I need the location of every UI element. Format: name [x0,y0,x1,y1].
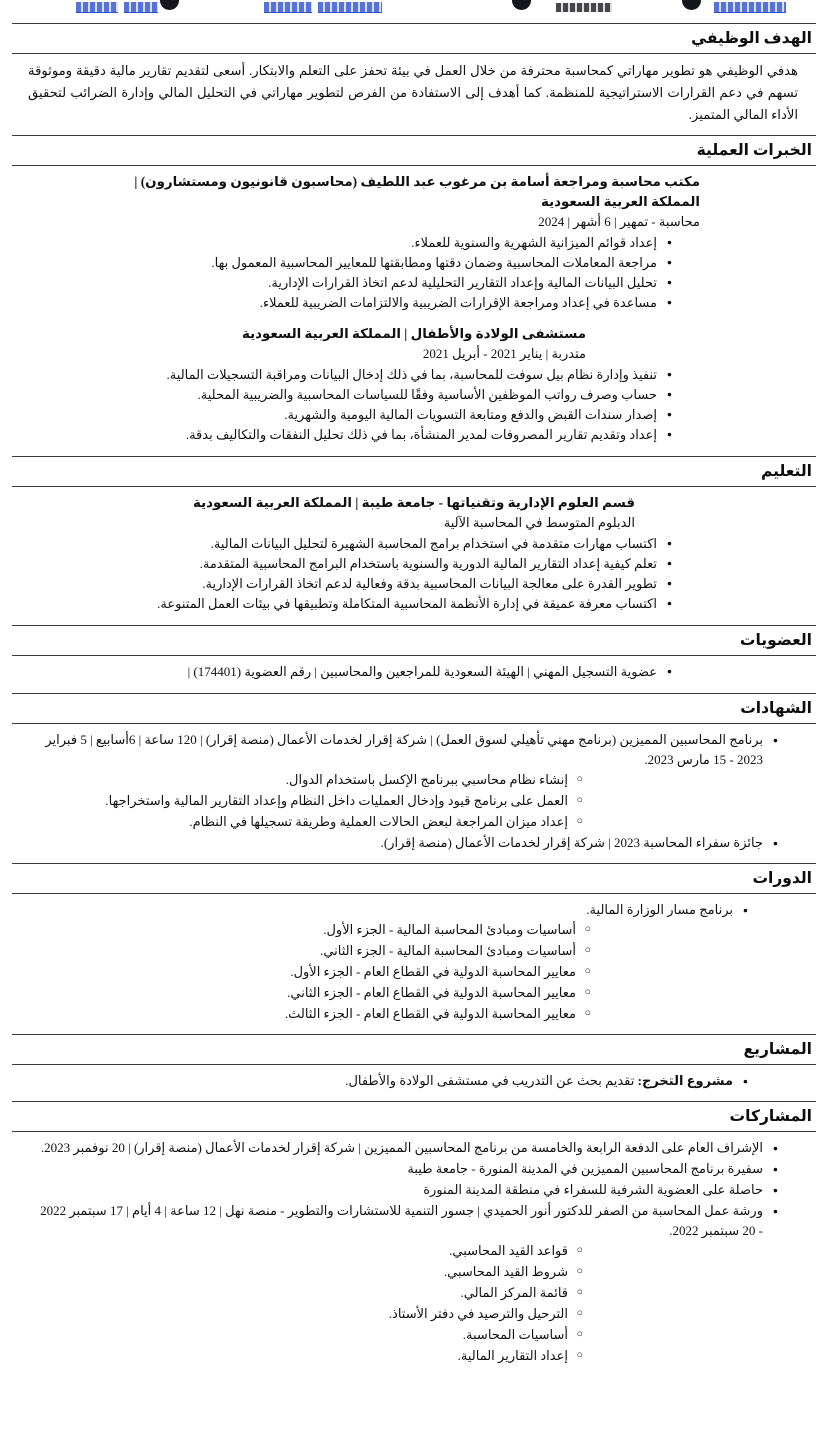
section-title-certificates: الشهادات [12,693,816,724]
contact-circle-icon[interactable] [160,0,179,10]
section-title-education: التعليم [12,456,816,487]
sub-bullet-item: ○ إعداد ميزان المراجعة لبعض الحالات العملية وطريقة تسجيلها في النظام. [36,812,585,832]
job-entry [128,172,700,312]
project-text: تقديم بحث عن التدريب في مستشفى الولادة والأطفال. [345,1073,638,1089]
participation-sublist [36,1241,763,1366]
bullet-item: ● إعداد وتقديم تقارير المصروفات لمدير المنشأة، بما في ذلك تحليل النفقات والتكاليف بدقة. [128,425,674,444]
sub-bullet-item: ○ قائمة المركز المالي. [36,1283,585,1303]
participations-list [36,1138,788,1366]
contact-link[interactable] [76,2,118,13]
bullet-item: ● حساب وصرف رواتب الموظفين الأساسية وفقًا للسياسات المحاسبية والضريبية المحلية. [128,385,674,404]
sub-bullet-item: ○ معايير المحاسبة الدولية في القطاع العام - الجزء الأول. [36,962,593,982]
job-org: مكتب محاسبة ومراجعة أسامة بن مرغوب عبد اللطيف (محاسبون قانونيون ومستشارون) | المملكة العربية السعودية [134,174,700,210]
sub-bullet-item: ○ معايير المحاسبة الدولية في القطاع العام - الجزء الثالث. [36,1004,593,1024]
bullet-item [36,730,780,832]
section-education [0,456,828,613]
section-objective [0,23,828,125]
project-label: مشروع التخرج: [637,1073,733,1089]
bullet-item: ● تطوير القدرة على معالجة البيانات المحاسبية بدقة وفعالية لدعم اتخاذ القرارات الإدارية. [128,574,674,593]
bullet-item: ● حاصلة على العضوية الشرفية للسفراء في منطقة المدينة المنورة [36,1180,780,1200]
participations-block [36,1138,788,1366]
contact-circle-icon[interactable] [512,0,531,10]
bullet-item: ● إصدار سندات القبض والدفع ومتابعة التسويات المالية اليومية والشهرية. [128,405,674,424]
bullet-item: ● مراجعة المعاملات المحاسبية وضمان دقتها ومطابقتها للمعايير المحاسبية المعمول بها. [128,253,674,272]
sub-bullet-item: ○ إعداد التقارير المالية. [36,1346,585,1366]
job-header [242,324,586,363]
section-courses [0,863,828,1024]
objective-text: هدفي الوظيفي هو تطوير مهاراتي كمحاسبة محترفة من خلال العمل في بيئة تحفز على التعلم والابتكار. أسعى لتقديم تقارير مالية دقيقة وموثوقة تسهم في دعم القرارات الاستراتيجية للمنظمة. كما أهدف إلى الاستفادة من الفرص لتطوير مهاراتي في التحليل المالي وإدارة الضرائب لتحقيق الأداء المالي المتميز. [28,63,798,122]
contact-circle-icon[interactable] [682,0,701,10]
education-school: قسم العلوم الإدارية وتقنياتها - جامعة طيبة | المملكة العربية السعودية [193,495,635,511]
bullet-item: ● سفيرة برنامج المحاسبين المميزين في المدينة المنورة - جامعة طيبة [36,1159,780,1179]
participation-text: ورشة عمل المحاسبة من الصفر للدكتور أنور الحميدي | جسور التنمية للاستشارات والتطوير - منصة نهل | 12 ساعة | 4 أيام | 17 سبتمبر 2022 - 20 سبتمبر 2022. [40,1203,763,1239]
education-bullets [128,534,700,613]
job-bullets [128,233,700,312]
courses-list [36,900,788,1024]
membership-list [128,662,700,681]
bullet-item: ● اكتساب مهارات متقدمة في استخدام برامج المحاسبة الشهيرة لتحليل البيانات المالية. [128,534,674,553]
sub-bullet-item: ○ أساسيات ومبادئ المحاسبة المالية - الجزء الثاني. [36,941,593,961]
sub-bullet-item: ○ أساسيات المحاسبة. [36,1325,585,1345]
course-sublist [36,920,733,1024]
section-experience [0,135,828,444]
sub-bullet-item: ○ معايير المحاسبة الدولية في القطاع العام - الجزء الثاني. [36,983,593,1003]
certificates-block [36,730,788,853]
certificates-list [36,730,788,853]
job-role: متدربة | يناير 2021 - أبريل 2021 [422,346,587,362]
contact-link[interactable] [124,2,158,13]
contact-link[interactable] [318,2,382,13]
membership-block [128,662,700,681]
contact-link[interactable] [714,2,786,13]
bullet-item: ● تحليل البيانات المالية وإعداد التقارير التحليلية لدعم اتخاذ القرارات الإدارية. [128,273,674,292]
contact-text [556,3,612,12]
section-title-projects: المشاريع [12,1034,816,1065]
bullet-item [36,1201,780,1366]
bullet-item: ● إعداد قوائم الميزانية الشهرية والسنوية للعملاء. [128,233,674,252]
section-certificates [0,693,828,853]
bullet-item: ● عضوية التسجيل المهني | الهيئة السعودية للمراجعين والمحاسبين | رقم العضوية (174401) | [128,662,674,681]
courses-block [36,900,788,1024]
sub-bullet-item: ○ قواعد القيد المحاسبي. [36,1241,585,1261]
bullet-item: ● الإشراف العام على الدفعة الرابعة والخامسة من برنامج المحاسبين المميزين | شركة إقرار لخدمات الأعمال (منصة إقرار) | 20 نوفمبر 2023. [36,1138,780,1158]
job-org: مستشفى الولادة والأطفال | المملكة العربية السعودية [241,326,587,342]
certificate-text: برنامج المحاسبين المميزين (برنامج مهني تأهيلي لسوق العمل) | شركة إقرار لخدمات الأعمال (منصة إقرار) | 120 ساعة | 6أسابيع | 5 فبراير 2023 - 15 مارس 2023. [45,732,763,768]
sub-bullet-item: ○ العمل على برنامج قيود وإدخال العمليات داخل النظام وإعداد التقارير المالية واستخراجها. [36,791,585,811]
job-entry [128,324,700,444]
certificate-sublist [36,770,763,832]
bullet-item: ● تنفيذ وإدارة نظام بيل سوفت للمحاسبة، بما في ذلك إدخال البيانات ومراقبة التسجيلات المالية. [128,365,674,384]
section-participations [0,1101,828,1366]
job-bullets [128,365,700,444]
job-header [128,172,700,231]
job-role: محاسبة - تمهير | 6 أشهر | 2024 [538,214,700,230]
section-projects [0,1034,828,1091]
bullet-item [36,1071,750,1091]
section-title-courses: الدورات [12,863,816,894]
sub-bullet-item: ○ إنشاء نظام محاسبي ببرنامج الإكسل باستخدام الدوال. [36,770,585,790]
bullet-item [36,900,750,1024]
sub-bullet-item: ○ أساسيات ومبادئ المحاسبة المالية - الجزء الأول. [36,920,593,940]
bullet-item: ● اكتساب معرفة عميقة في إدارة الأنظمة المحاسبية المتكاملة وتطبيقها في بيئات العمل المتنوعة. [128,594,674,613]
education-degree: الدبلوم المتوسط في المحاسبة الآلية [443,515,635,531]
section-title-memberships: العضويات [12,625,816,656]
contact-bar [0,0,828,15]
contact-link[interactable] [264,2,312,13]
section-title-experience: الخبرات العملية [12,135,816,166]
projects-block [36,1071,788,1091]
section-title-participations: المشاركات [12,1101,816,1132]
section-memberships [0,625,828,681]
projects-list [36,1071,788,1091]
education-entry [128,493,700,613]
education-header [193,493,635,532]
sub-bullet-item: ○ الترحيل والترصيد في دفتر الأستاذ. [36,1304,585,1324]
sub-bullet-item: ○ شروط القيد المحاسبي. [36,1262,585,1282]
section-title-objective: الهدف الوظيفي [12,23,816,54]
bullet-item: ● تعلم كيفية إعداد التقارير المالية الدورية والسنوية باستخدام البرامج المحاسبية المتقدمة. [128,554,674,573]
bullet-item: ● مساعدة في إعداد ومراجعة الإقرارات الضريبية والالتزامات الضريبية للعملاء. [128,293,674,312]
bullet-item: ● جائزة سفراء المحاسبة 2023 | شركة إقرار لخدمات الأعمال (منصة إقرار). [36,833,780,853]
course-text: برنامج مسار الوزارة المالية. [586,902,733,918]
